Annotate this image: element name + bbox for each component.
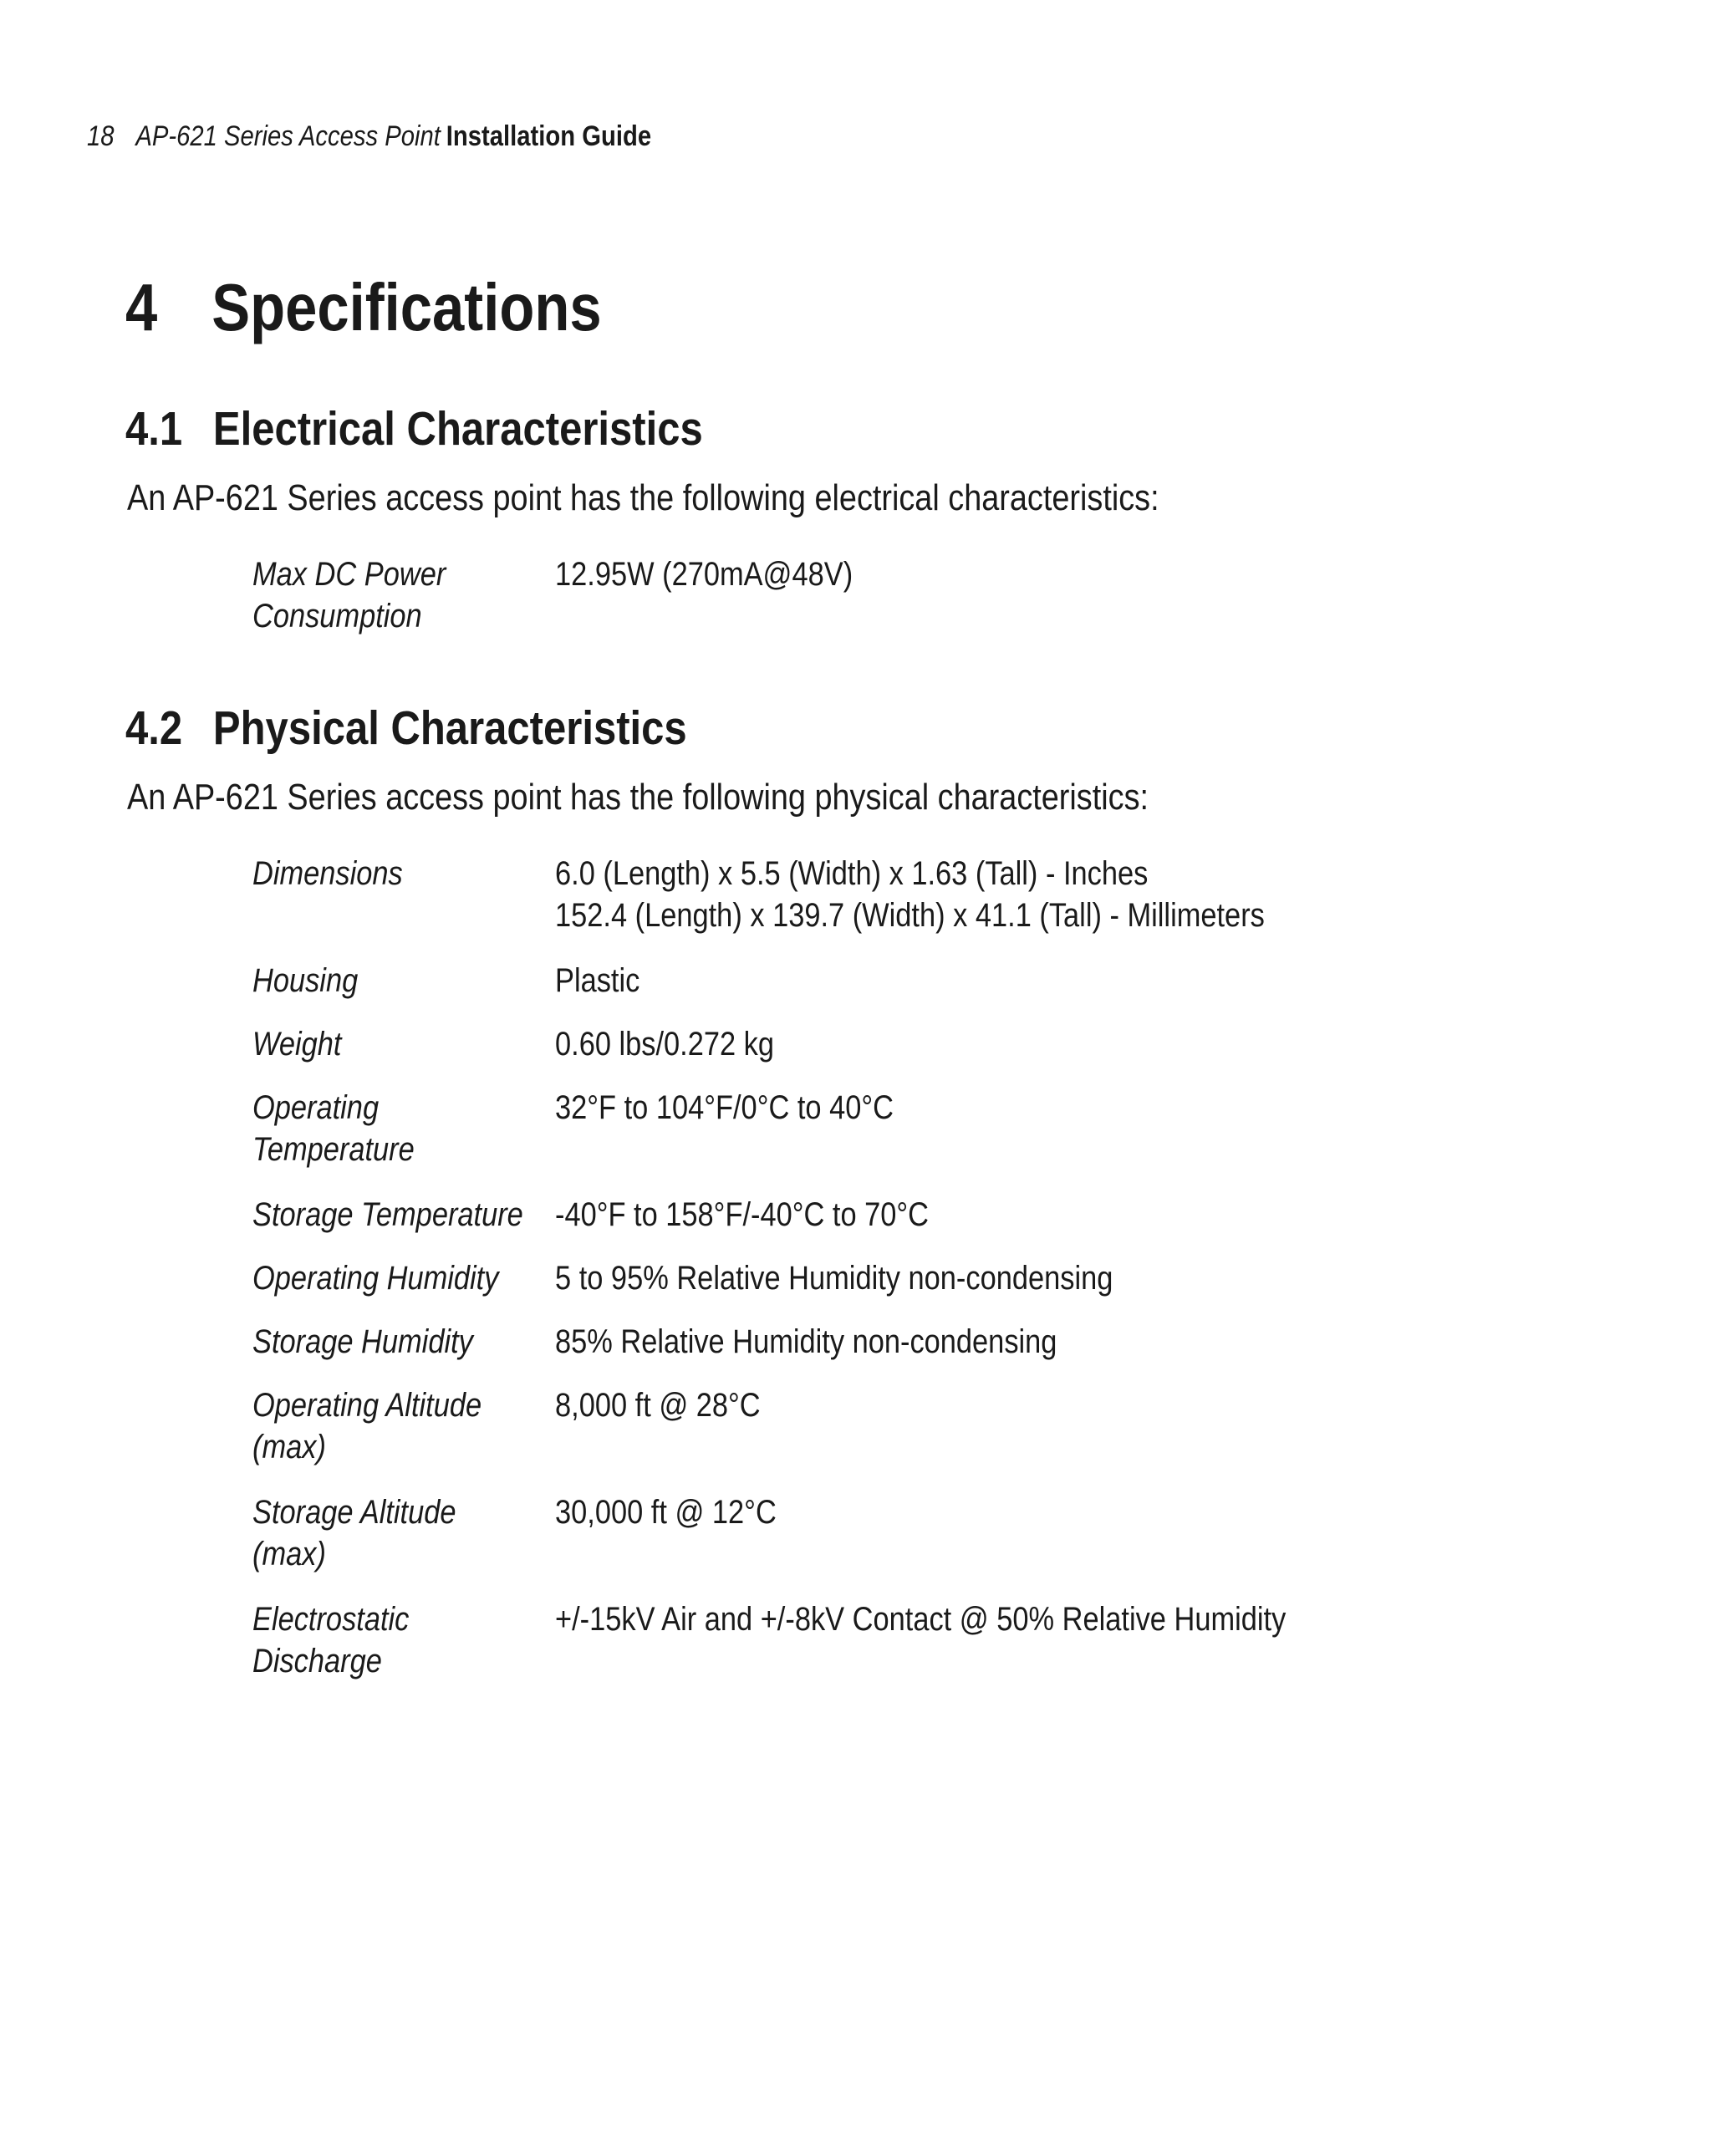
spec-value xyxy=(555,960,639,1002)
spec-value xyxy=(555,853,1265,936)
spec-value-line: +/-15kV Air and +/-8kV Contact @ 50% Relative Humidity xyxy=(555,1601,1287,1638)
spec-value-line: 85% Relative Humidity non-condensing xyxy=(555,1323,1057,1360)
section-heading-physical xyxy=(125,699,687,757)
spec-value xyxy=(555,1023,774,1065)
document-subtitle: Installation Guide xyxy=(446,120,652,152)
spec-label xyxy=(252,1257,498,1299)
spec-label-line: Housing xyxy=(252,962,359,999)
spec-label xyxy=(252,1491,456,1575)
section-number: 4.2 xyxy=(125,701,183,755)
spec-label xyxy=(252,1321,473,1363)
spec-label xyxy=(252,553,446,637)
chapter-title: Specifications xyxy=(211,270,602,344)
spec-value xyxy=(555,1491,777,1533)
spec-value-line: 8,000 ft @ 28°C xyxy=(555,1387,761,1424)
spec-label xyxy=(252,853,403,895)
spec-value-line: 30,000 ft @ 12°C xyxy=(555,1494,777,1531)
section-number: 4.1 xyxy=(125,402,183,456)
spec-value xyxy=(555,553,853,595)
spec-label xyxy=(252,1598,409,1682)
spec-label-line: Temperature xyxy=(252,1131,415,1168)
spec-label-line: Electrostatic xyxy=(252,1601,410,1638)
spec-value xyxy=(555,1598,1286,1640)
spec-label-line: Storage Humidity xyxy=(252,1323,473,1360)
spec-label-line: Consumption xyxy=(252,598,422,635)
spec-value-line: 5 to 95% Relative Humidity non-condensing xyxy=(555,1260,1113,1297)
spec-value-line: 6.0 (Length) x 5.5 (Width) x 1.63 (Tall) - Inches xyxy=(555,855,1149,892)
running-header xyxy=(87,117,651,155)
spec-value xyxy=(555,1384,761,1426)
spec-label-line: Storage Altitude xyxy=(252,1494,456,1531)
spec-value xyxy=(555,1257,1113,1299)
spec-label-line: Storage Temperature xyxy=(252,1196,523,1233)
spec-value-line: 0.60 lbs/0.272 kg xyxy=(555,1026,775,1063)
intro-paragraph-physical: An AP-621 Series access point has the following physical characteristics: xyxy=(127,777,1149,818)
document-title: AP-621 Series Access Point xyxy=(135,120,441,152)
chapter-number: 4 xyxy=(125,270,158,344)
spec-value-line: -40°F to 158°F/-40°C to 70°C xyxy=(555,1196,929,1233)
spec-label xyxy=(252,1194,523,1236)
spec-value xyxy=(555,1321,1057,1363)
spec-value-line: 152.4 (Length) x 139.7 (Width) x 41.1 (Tall) - Millimeters xyxy=(555,897,1265,934)
spec-label-line: Operating Altitude xyxy=(252,1387,482,1424)
spec-value-line: 12.95W (270mA@48V) xyxy=(555,556,853,593)
section-title: Electrical Characteristics xyxy=(212,402,703,456)
spec-label-line: Operating xyxy=(252,1089,380,1126)
spec-value xyxy=(555,1194,929,1236)
spec-label xyxy=(252,1087,415,1170)
page-number: 18 xyxy=(87,120,115,152)
spec-label-line: Weight xyxy=(252,1026,342,1063)
spec-label-line: Dimensions xyxy=(252,855,403,892)
spec-label-line: (max) xyxy=(252,1536,326,1572)
intro-paragraph-electrical: An AP-621 Series access point has the following electrical characteristics: xyxy=(127,477,1159,518)
spec-value xyxy=(555,1087,894,1129)
spec-label-line: Operating Humidity xyxy=(252,1260,499,1297)
spec-label xyxy=(252,1384,482,1468)
spec-label xyxy=(252,960,358,1002)
spec-label xyxy=(252,1023,341,1065)
spec-value-line: 32°F to 104°F/0°C to 40°C xyxy=(555,1089,894,1126)
chapter-heading xyxy=(125,266,602,349)
spec-label-line: Discharge xyxy=(252,1643,382,1679)
section-title: Physical Characteristics xyxy=(212,701,687,755)
section-heading-electrical xyxy=(125,400,703,458)
spec-value-line: Plastic xyxy=(555,962,640,999)
spec-label-line: (max) xyxy=(252,1429,326,1465)
spec-label-line: Max DC Power xyxy=(252,556,446,593)
